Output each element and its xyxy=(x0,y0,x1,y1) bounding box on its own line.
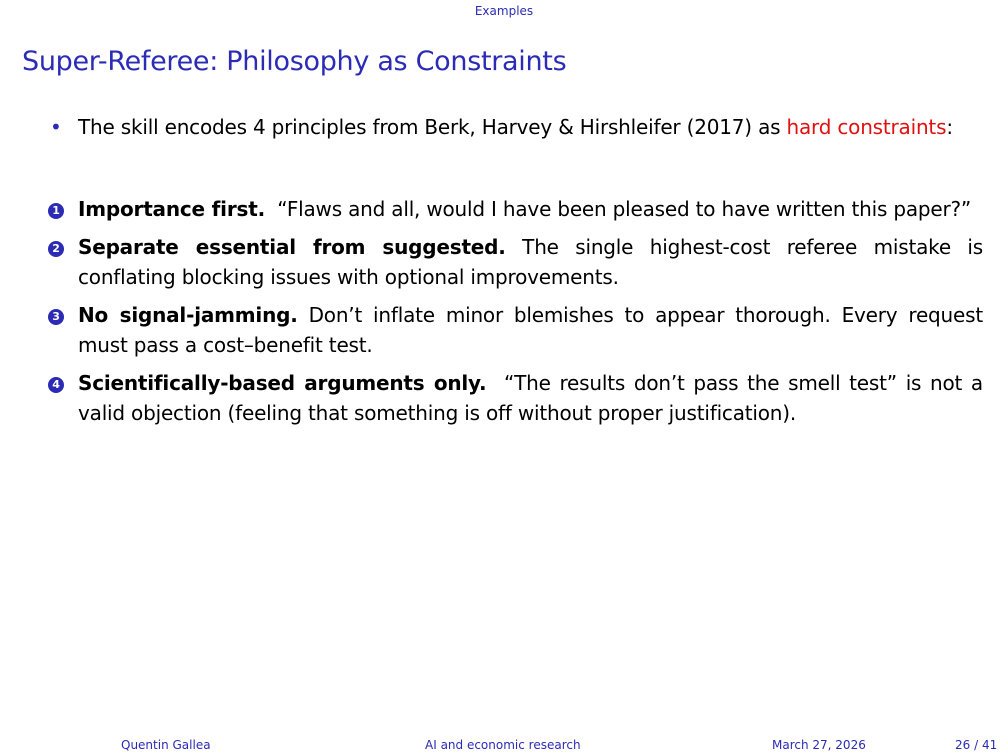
intro-text xyxy=(78,112,983,142)
footer-date: March 27, 2026 xyxy=(772,738,866,752)
principle-body: “The results don’t pass the smell test” is not a valid objection (feeling that something is off without proper justification). xyxy=(78,371,983,425)
principle-body: The single highest-cost referee mistake is conflating blocking issues with optional improvements. xyxy=(78,235,983,289)
intro-text-before: The skill encodes 4 principles from Berk, Harvey & Hirshleifer (2017) as xyxy=(78,115,787,139)
enum-number-badge: 2 xyxy=(48,241,64,257)
slide-footer xyxy=(0,738,1008,754)
enum-number-badge: 1 xyxy=(48,203,64,219)
enum-number-badge: 3 xyxy=(48,309,64,325)
list-item xyxy=(48,194,983,224)
section-header: Examples xyxy=(474,4,534,18)
principles-list xyxy=(48,194,983,436)
intro-text-after: : xyxy=(946,115,953,139)
footer-talk-title[interactable]: AI and economic research xyxy=(425,738,581,752)
principle-lead: Importance first. xyxy=(78,197,265,221)
footer-page-number: 26 / 41 xyxy=(955,738,998,752)
list-item xyxy=(48,232,983,292)
principle-lead: No signal-jamming. xyxy=(78,303,298,327)
intro-paragraph xyxy=(50,112,983,142)
slide-title: Super-Referee: Philosophy as Constraints xyxy=(22,46,567,77)
bullet-icon: • xyxy=(50,115,62,139)
list-item xyxy=(48,368,983,428)
principle-lead: Separate essential from suggested. xyxy=(78,235,506,259)
principle-lead: Scientifically-based arguments only. xyxy=(78,371,487,395)
list-item xyxy=(48,300,983,360)
principle-body: Don’t inflate minor blemishes to appear thorough. Every request must pass a cost–benefit test. xyxy=(78,303,983,357)
enum-number-badge: 4 xyxy=(48,377,64,393)
intro-highlight: hard constraints xyxy=(786,115,947,139)
footer-author[interactable]: Quentin Gallea xyxy=(121,738,211,752)
principle-body: “Flaws and all, would I have been pleased to have written this paper?” xyxy=(277,197,972,221)
